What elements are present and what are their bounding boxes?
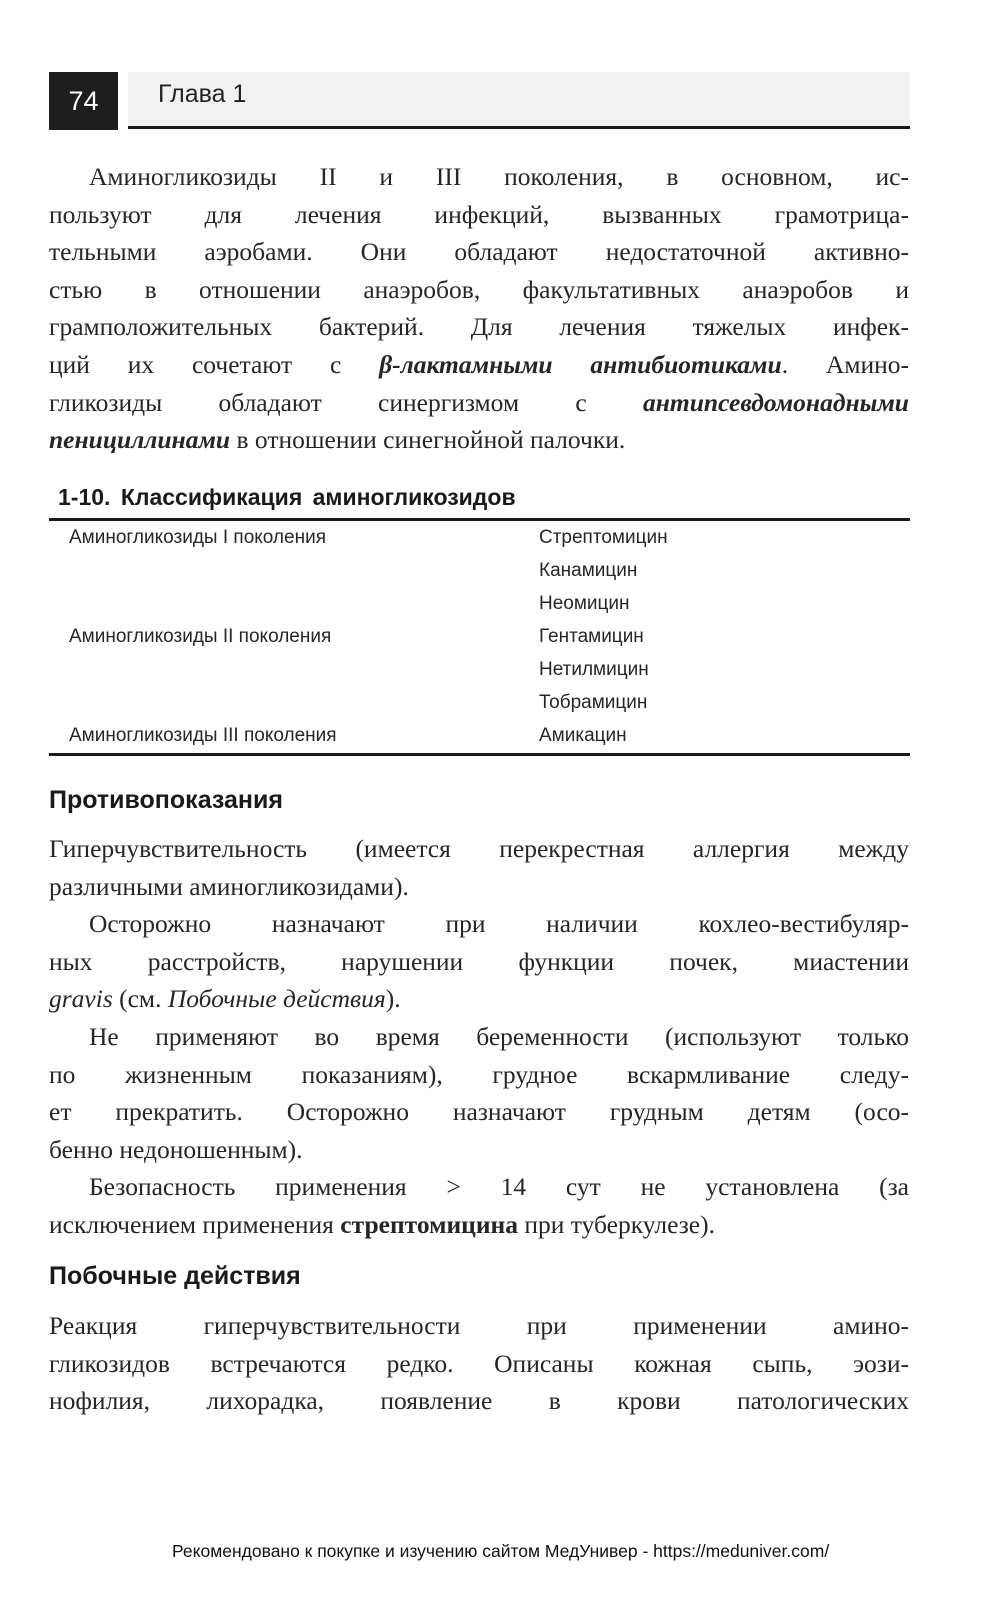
text-run: (см. xyxy=(112,984,168,1014)
side-effects-text xyxy=(49,1307,909,1420)
generation-cell: Аминогликозиды III поколения xyxy=(69,725,337,746)
footer-note: Рекомендовано к покупке и изучению сайтом МедУнивер - https://meduniver.com/ xyxy=(172,1541,830,1561)
header-rule xyxy=(128,126,910,129)
drug-cell: Канамицин xyxy=(539,560,638,581)
text-line: Гиперчувствительность (имеется перекрестная аллергия между xyxy=(49,834,909,863)
table-row xyxy=(49,622,910,655)
table-caption: 1-10. Классификация аминогликозидов xyxy=(58,484,516,510)
text-line: тельными аэробами. Они обладают недостаточной активно- xyxy=(49,237,909,267)
drug-cell: Амикацин xyxy=(539,725,627,746)
generation-cell: Аминогликозиды II поколения xyxy=(69,626,332,647)
intro-paragraph xyxy=(49,158,909,459)
drug-cell: Тобрамицин xyxy=(539,692,648,713)
text-line: ет прекратить. Осторожно назначают грудным детям (осо- xyxy=(49,1097,909,1127)
table-row xyxy=(49,721,910,754)
text-run: исключением применения xyxy=(49,1209,341,1239)
table-row xyxy=(49,589,910,622)
contraindications-text xyxy=(49,830,909,1244)
text-line: стью в отношении анаэробов, факультативных анаэробов и xyxy=(49,274,909,304)
text-line: по жизненным показаниям), грудное вскармливание следу- xyxy=(49,1059,909,1089)
text-run: гликозиды обладают синергизмом с xyxy=(49,387,643,417)
emphasis-term: пенициллинами xyxy=(49,425,231,455)
text-run: ). xyxy=(385,984,401,1014)
cross-reference: Побочные действия xyxy=(167,984,386,1014)
text-line: гликозидов встречаются редко. Описаны кожная сыпь, эози- xyxy=(49,1348,909,1378)
drug-cell: Гентамицин xyxy=(539,626,644,647)
latin-term: gravis xyxy=(49,984,113,1014)
table-row xyxy=(49,556,910,589)
emphasis-term: антипсевдомонадными xyxy=(642,387,909,417)
text-line: грамположительных бактерий. Для лечения тяжелых инфек- xyxy=(49,312,909,342)
text-line xyxy=(49,384,909,422)
text-line: Безопасность применения > 14 сут не установлена (за xyxy=(89,1172,909,1202)
text-run: при туберкулезе). xyxy=(518,1209,715,1239)
generation-cell: Аминогликозиды I поколения xyxy=(69,527,326,548)
drug-cell: Неомицин xyxy=(539,593,630,614)
text-line: пользуют для лечения инфекций, вызванных грамотрица- xyxy=(49,199,909,229)
drug-cell: Нетилмицин xyxy=(539,659,649,680)
chapter-title: Глава 1 xyxy=(158,80,247,108)
text-line: ных расстройств, нарушении функции почек, миастении xyxy=(49,946,909,976)
text-line: бенно недоношенным). xyxy=(49,1134,303,1164)
text-line: различными аминогликозидами). xyxy=(49,871,409,901)
table-row xyxy=(49,688,910,721)
contraindications-heading: Противопоказания xyxy=(49,786,283,814)
text-line xyxy=(49,346,909,384)
drug-cell: Стрептомицин xyxy=(539,527,668,548)
text-run: . Амино- xyxy=(781,349,909,379)
text-line: Аминогликозиды II и III поколения, в основном, ис- xyxy=(89,162,909,191)
table-row xyxy=(49,655,910,688)
text-run: ций их сочетают с xyxy=(49,349,380,379)
table-row xyxy=(49,523,910,556)
drug-name-bold: стрептомицина xyxy=(340,1209,518,1239)
text-line: нофилия, лихорадка, появление в крови патологических xyxy=(49,1386,909,1416)
side-effects-heading: Побочные действия xyxy=(49,1262,301,1290)
text-line xyxy=(49,1206,909,1244)
text-line: Осторожно назначают при наличии кохлео-вестибуляр- xyxy=(89,909,909,939)
page-number: 74 xyxy=(49,72,118,130)
emphasis-term: β-лактамными антибиотиками xyxy=(379,349,782,379)
text-line: Не применяют во время беременности (используют только xyxy=(89,1021,909,1051)
text-line: Реакция гиперчувствительности при применении амино- xyxy=(49,1311,909,1340)
table-rule-top xyxy=(49,518,910,521)
text-line xyxy=(49,421,909,459)
text-line xyxy=(49,980,909,1018)
table-rule-bottom xyxy=(49,753,910,756)
text-run: в отношении синегнойной палочки. xyxy=(230,425,626,455)
classification-table xyxy=(49,523,910,754)
